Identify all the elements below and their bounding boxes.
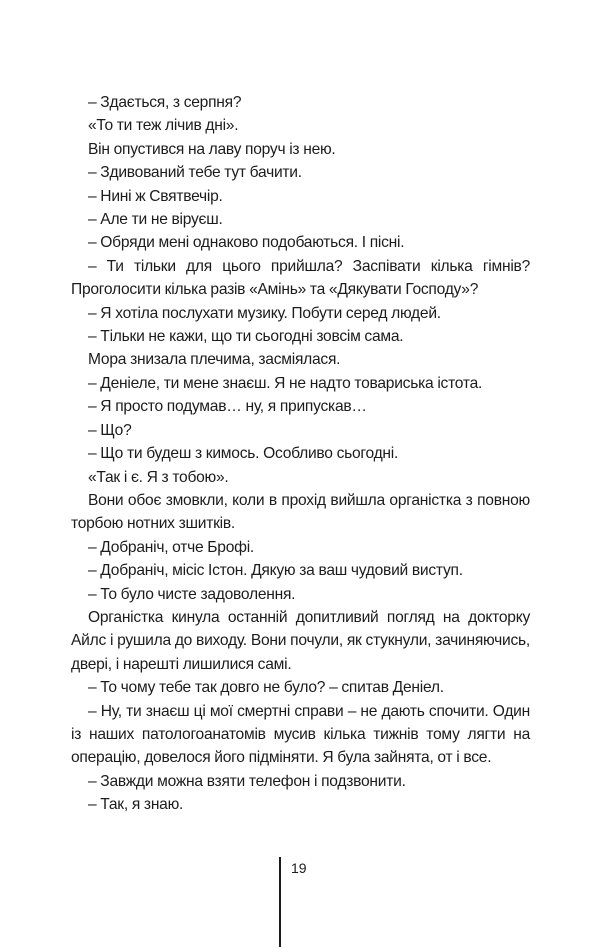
page-number: 19 bbox=[291, 860, 307, 876]
paragraph: – То чому тебе так довго не було? – спитав Деніел. bbox=[88, 679, 444, 697]
body-text bbox=[71, 91, 530, 817]
paragraph: «То ти теж лічив дні». bbox=[88, 117, 239, 135]
paragraph: – Завжди можна взяти телефон і подзвонити. bbox=[88, 772, 406, 790]
paragraph: – Я просто подумав… ну, я припускав… bbox=[88, 398, 367, 416]
paragraph: – Ти тільки для цього прийшла? Заспівати кілька гімнів? Проголосити кілька разів «Амінь» та «Дякувати Господу»? bbox=[71, 257, 530, 299]
paragraph: – Обряди мені однаково подобаються. І пісні. bbox=[88, 234, 405, 252]
page-footer bbox=[279, 857, 399, 947]
paragraph: Вони обоє змовкли, коли в прохід вийшла органістка з повною торбою нотних зшитків. bbox=[71, 491, 530, 533]
paragraph: – Деніеле, ти мене знаєш. Я не надто товариська істота. bbox=[88, 374, 483, 392]
paragraph: Мора знизала плечима, засміялася. bbox=[88, 351, 341, 369]
paragraph: – Здивований тебе тут бачити. bbox=[88, 164, 302, 182]
paragraph: – Що? bbox=[88, 421, 132, 439]
paragraph: – Добраніч, отче Брофі. bbox=[88, 538, 255, 556]
paragraph: – Здається, з серпня? bbox=[88, 94, 242, 111]
paragraph: – Добраніч, місіс Істон. Дякую за ваш чудовий виступ. bbox=[88, 562, 463, 580]
paragraph: – Я хотіла послухати музику. Побути серед людей. bbox=[88, 304, 441, 322]
paragraph: – То було чисте задоволення. bbox=[88, 585, 296, 603]
paragraph: – Тільки не кажи, що ти сьогодні зовсім сама. bbox=[88, 328, 404, 346]
paragraph: – Що ти будеш з кимось. Особливо сьогодні. bbox=[88, 445, 399, 463]
paragraph: «Так і є. Я з тобою». bbox=[88, 468, 229, 486]
paragraph: – Нині ж Святвечір. bbox=[88, 187, 223, 205]
paragraph: – Ну, ти знаєш ці мої смертні справи – не дають спочити. Один із наших патологоанатомів мусив кілька тижнів тому лягти на операцію, довелося його підміняти. Я була зайнята, от і все. bbox=[71, 702, 530, 767]
footer-divider bbox=[279, 857, 281, 947]
paragraph: – Але ти не віруєш. bbox=[88, 211, 223, 229]
paragraph: Органістка кинула останній допитливий погляд на докторку Айлс і рушила до виходу. Вони почули, як стукнули, зачиняючись, двері, і нарешті лишилися самі. bbox=[71, 608, 530, 673]
paragraph: Він опустився на лаву поруч із нею. bbox=[88, 140, 336, 158]
paragraph: – Так, я знаю. bbox=[88, 796, 184, 814]
